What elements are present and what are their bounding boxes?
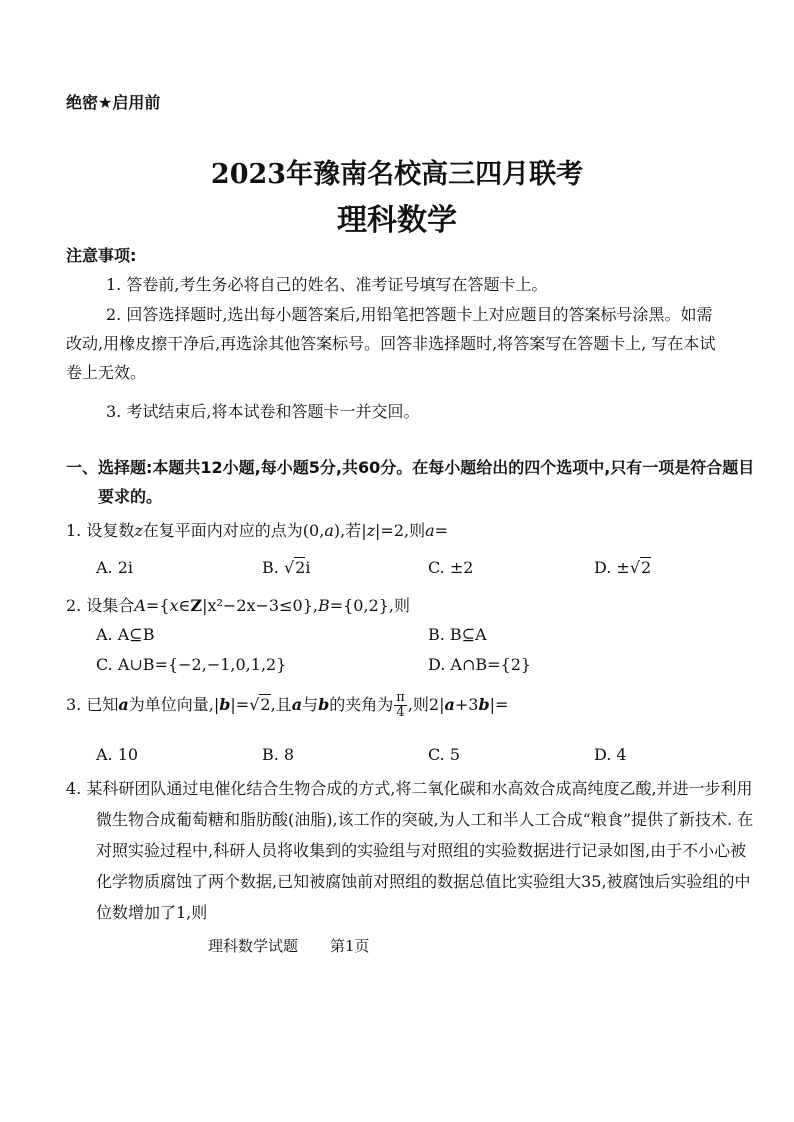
question-2-option-a: A. A⊆B [96, 625, 155, 644]
question-2-option-c: C. A∪B={−2,−1,0,1,2} [96, 655, 287, 674]
question-2-option-d: D. A∩B={2} [428, 655, 532, 674]
footer-subject: 理科数学试题 [208, 937, 299, 955]
question-3-option-b: B. 8 [262, 745, 295, 764]
confidential-label: 绝密★启用前 [66, 93, 161, 112]
exam-title: 2023年豫南名校高三四月联考 [210, 159, 584, 190]
page-footer [208, 935, 370, 956]
question-1-option-d: D. ±√2 [594, 558, 652, 577]
question-1-stem: 1. 设复数z在复平面内对应的点为(0,a),若|z|=2,则a= [66, 521, 449, 540]
question-1-option-b: B. √2i [262, 558, 311, 577]
footer-page-number: 第1页 [330, 937, 370, 955]
question-3-option-a: A. 10 [96, 745, 139, 764]
question-3-stem: 3. 已知a为单位向量,|b|=√2,且a与b的夹角为 $\frac{\pi}{4}$ ,则2|a+3b|= [66, 690, 509, 720]
question-2-option-b: B. B⊆A [428, 625, 487, 644]
question-3-option-d: D. 4 [594, 745, 627, 764]
pi-over-4-fraction: $\frac{\pi}{4}$ [396, 690, 405, 720]
question-1-option-c: C. ±2 [428, 558, 474, 577]
note-item-2: 2. 回答选择题时,选出每小题答案后,用铅笔把答题卡上对应题目的答案标号涂黑。如需改动,用橡皮擦干净后,再选涂其他答案标号。回答非选择题时,将答案写在答题卡上, 写在本试卷上无效。 [66, 305, 716, 382]
question-4-stem: 4. 某科研团队通过电催化结合生物合成的方式,将二氧化碳和水高效合成高纯度乙酸,并进一步利用微生物合成葡萄糖和脂肪酸(油脂),该工作的突破,为人工和半人工合成“粮食”提供了新技术. 在对照实验过程中,科研人员将收集到的实验组与对照组的实验数据进行记录如图,由于不小心被化学物质腐蚀了两个数据,已知被腐蚀前对照组的数据总值比实验组大35,被腐蚀后实验组的中位数增加了1,则 [66, 779, 754, 922]
question-2-stem: 2. 设集合A={x∈Z|x²−2x−3≤0},B={0,2},则 [66, 596, 411, 615]
question-3-option-c: C. 5 [428, 745, 461, 764]
exam-subject: 理科数学 [337, 203, 457, 238]
question-1-option-a: A. 2i [96, 558, 134, 577]
section-heading: 一、选择题:本题共12小题,每小题5分,共60分。在每小题给出的四个选项中,只有一项是符合题目要求的。 [66, 458, 755, 506]
note-item-1: 1. 答卷前,考生务必将自己的姓名、准考证号填写在答题卡上。 [106, 275, 548, 294]
note-item-3: 3. 考试结束后,将本试卷和答题卡一并交回。 [106, 402, 420, 421]
notes-heading: 注意事项: [66, 246, 137, 265]
